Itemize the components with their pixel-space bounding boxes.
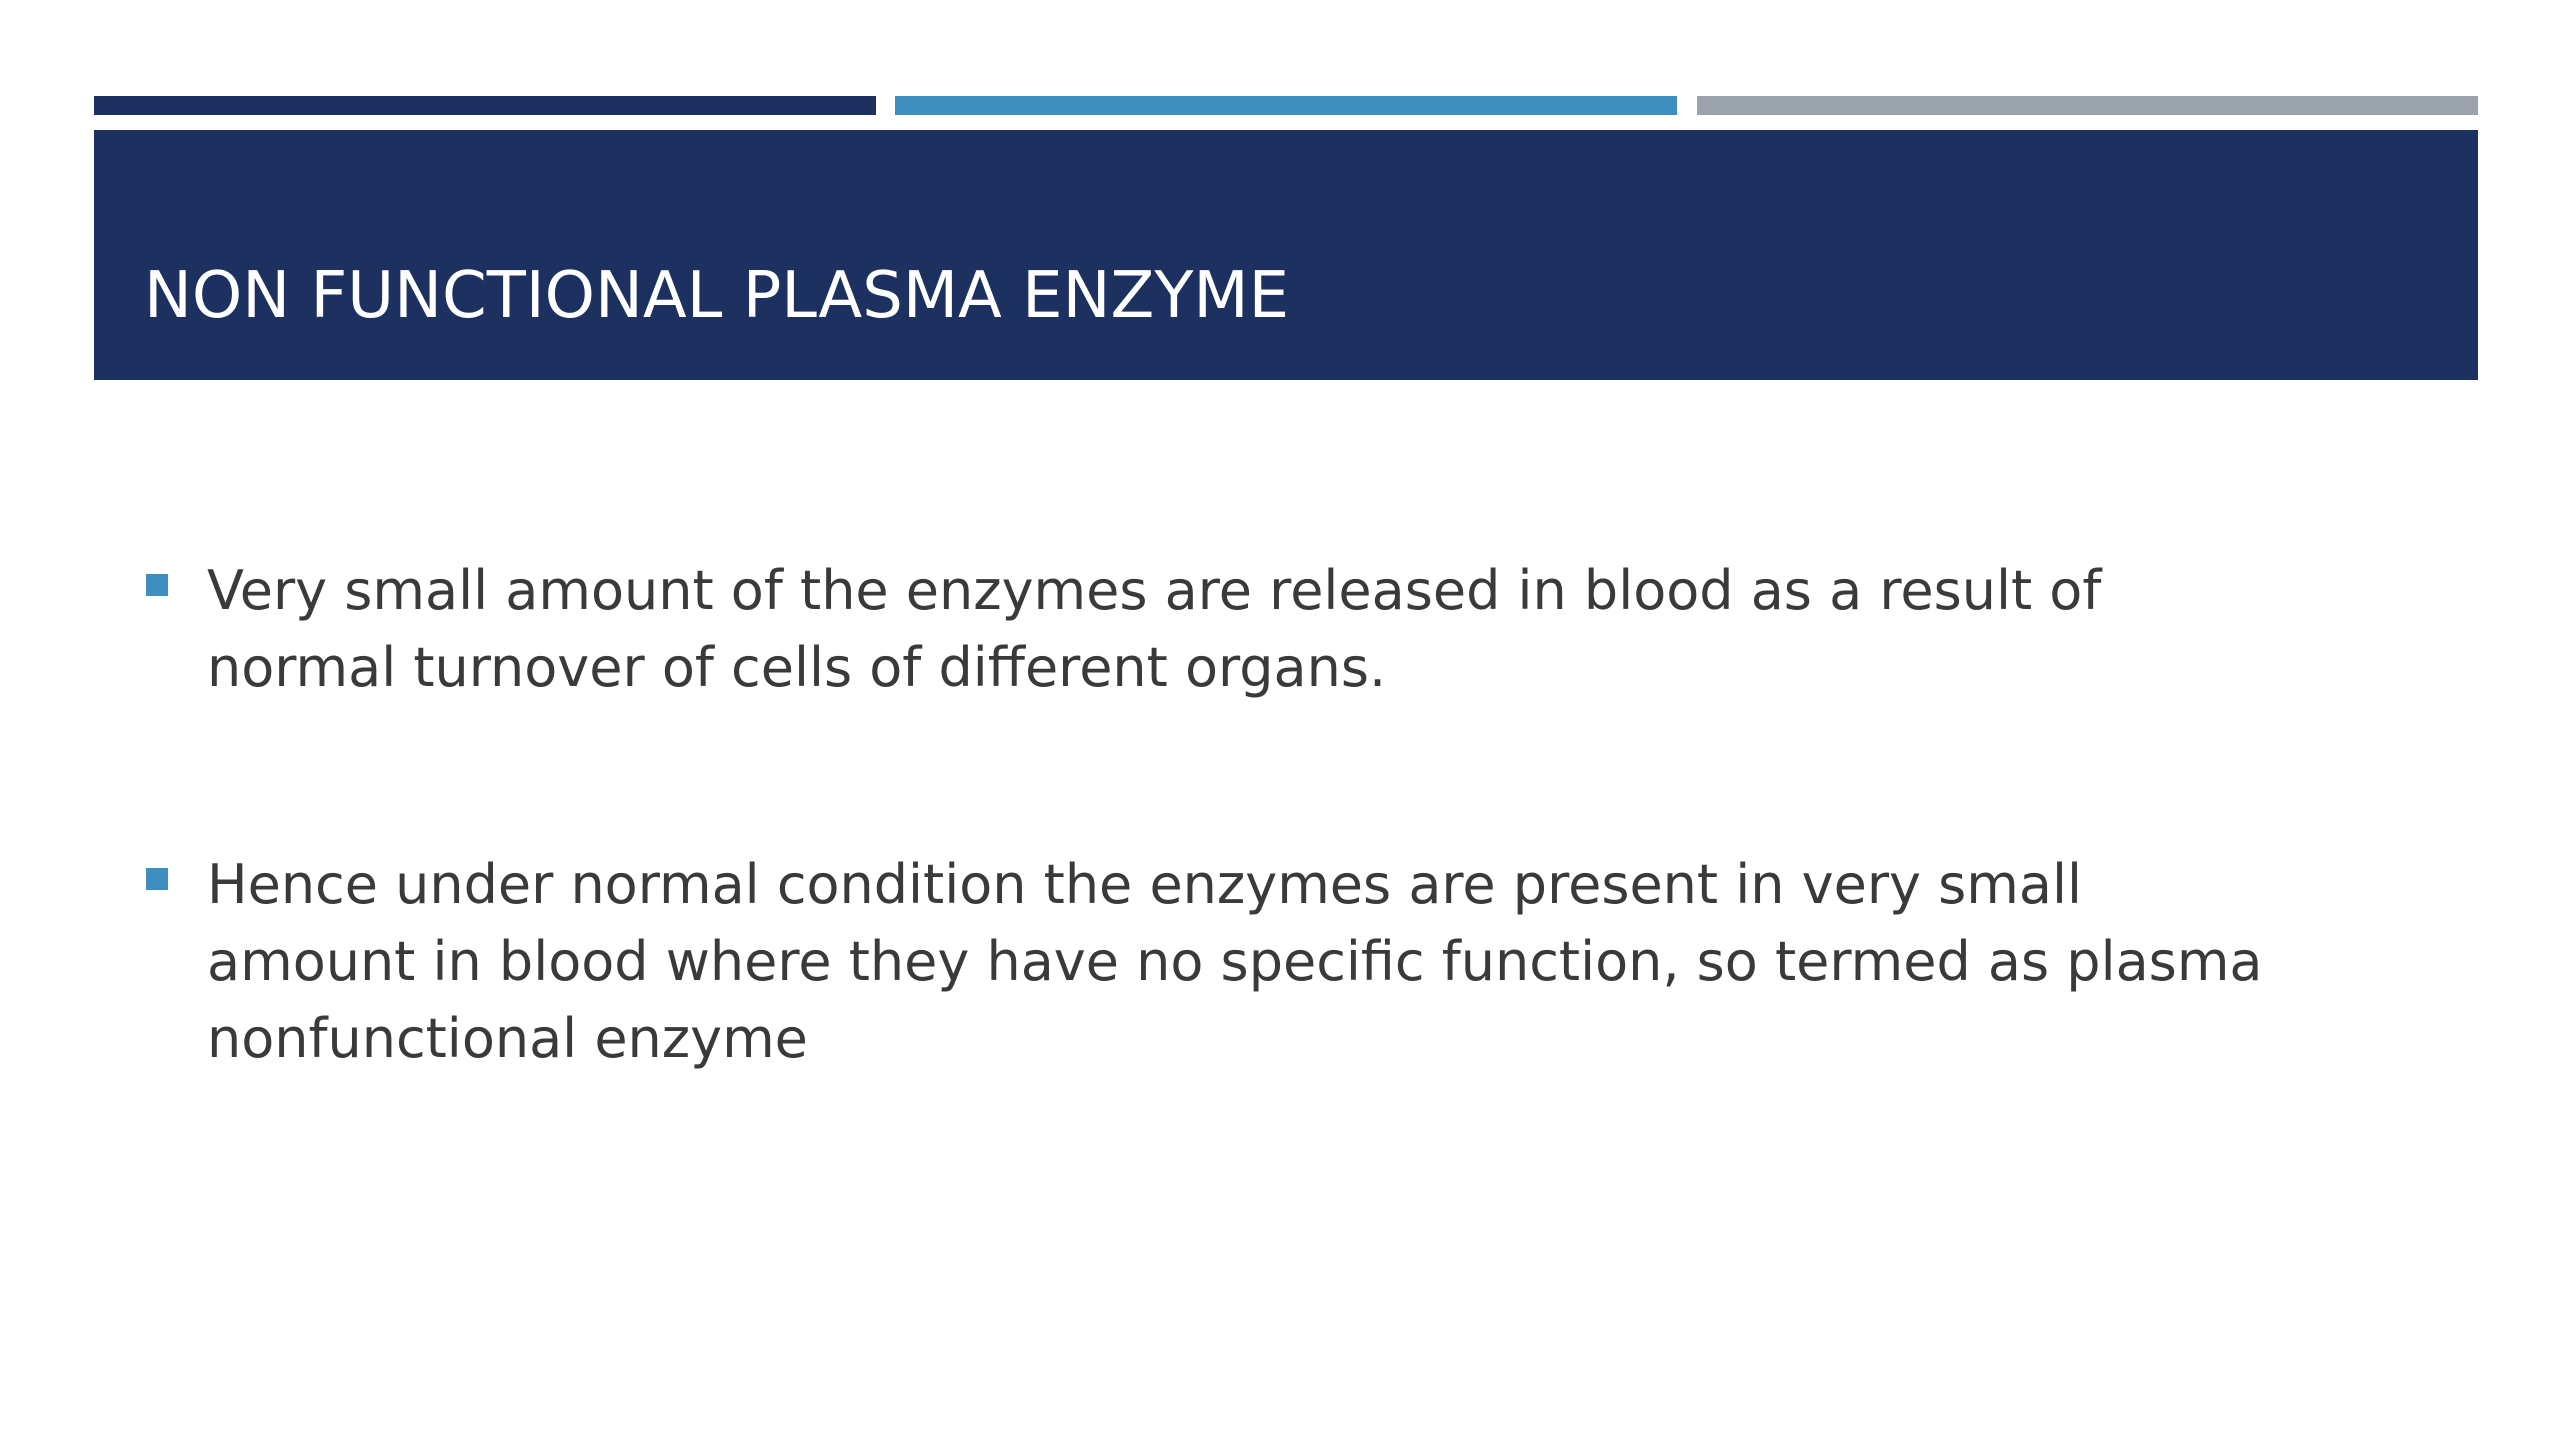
- bullet-text: Very small amount of the enzymes are released in blood as a result of normal turnover of cells of different organs.: [207, 559, 2102, 699]
- square-bullet-icon: [146, 868, 168, 890]
- square-bullet-icon: [146, 574, 168, 596]
- bullet-text: Hence under normal condition the enzymes are present in very small amount in blood where they have no specific function, so termed as plasma nonfunctional enzyme: [207, 853, 2263, 1070]
- slide-title: NON FUNCTIONAL PLASMA ENZYME: [144, 259, 1290, 333]
